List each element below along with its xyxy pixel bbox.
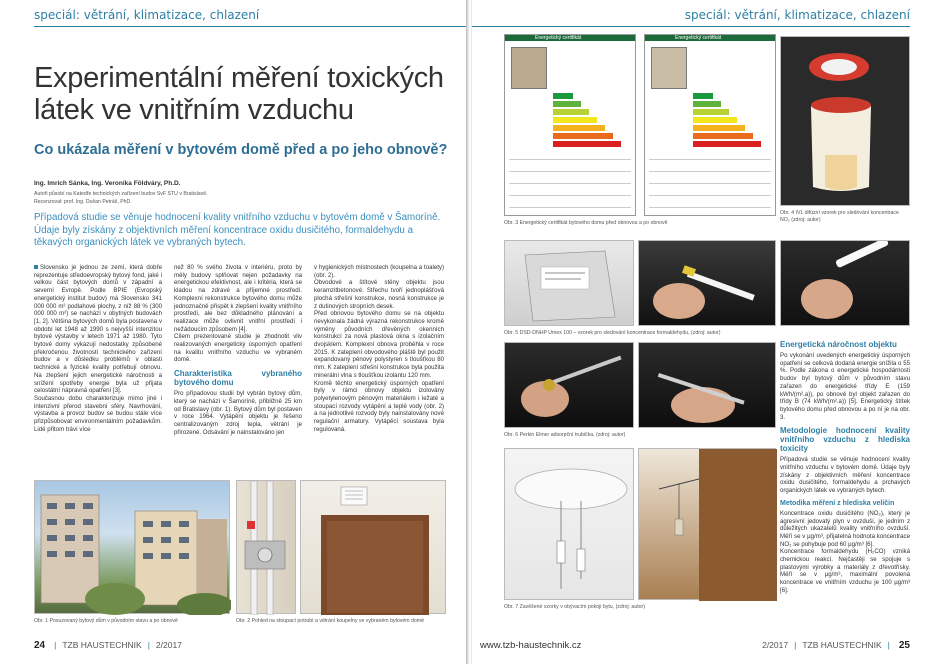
running-head-rule: [472, 26, 910, 27]
section-heading-metrics: Metodika měření z hlediska veličin: [780, 499, 895, 507]
sampler-illustration: [781, 37, 911, 207]
col3-paragraph-2: Obvodové a štítové stěny objektu jsou keramzitbetonové. Střechu tvoří jednoplášťová plochá střešní konstrukce, nosná konstrukce je z dutinových stropních desek.: [314, 279, 444, 310]
right-paragraph-3: Koncentrace oxidu dusičitého (NO₂), který je agresivní jedovatý plyn v ovzduší, je jedním z důležitých ukazatelů kvality vnitřního ovzduší. Měří se v µg/m³, přijatelná hodnota koncentrace NO₂ se pohybuje pod 60 µg/m³ [6].: [780, 509, 910, 548]
certificate-rule: [509, 159, 631, 160]
energy-bar-b: [693, 101, 721, 107]
energy-bar-g: [553, 141, 621, 147]
folio-separator: |: [147, 640, 150, 650]
bathroom-illustration: [301, 481, 447, 615]
energy-certificate-after: [644, 34, 776, 216]
pipes-illustration: [237, 481, 297, 615]
left-page: [0, 0, 468, 664]
photo-perkin-elmer-2: [638, 342, 776, 428]
photo-hanging-samplers-1: [504, 448, 634, 600]
magazine-name-right: TZB HAUSTECHNIK: [802, 640, 882, 650]
col1-paragraph-1: Slovensko je jednou ze zemí, která dobře reprezentuje středoevropský bytový fond, jaké i velkou část bytových domů v západní a severní Evropě. Podle BPIE (Evropský energetický institut budov) má Slovensko 341 000 000 m² podlahové plochy, z níž 88 % (300 000 000 m²) se nachází v obytných budovách [1, 2]. Většina bytových domů byla postavena v období let 1948 až 1990 s nejvyšší intenzitou bytové výstavby v letech 1971 až 1980. Tyto bytové domy vykazují nedostatky způsobené překročenou životností technického zařízení budov a v důsledku problémů v oblasti technické a fyzické kvality potřebují obnovu. Na zlepšení jejich energetické náročnosti a snížení spotřeby energie byla už přijata celostátní nápravná opatření [3].: [34, 264, 162, 395]
section-heading-methodology: Metodologie hodnocení kvality vnitřního vzduchu z hlediska toxicity: [780, 426, 910, 454]
certificate-rule: [509, 195, 631, 196]
energy-bar-d: [693, 117, 737, 123]
photo-building: [34, 480, 230, 614]
certificate-label: Energetický certifikát: [675, 35, 722, 41]
certificate-rule: [509, 183, 631, 184]
reviewer: Recenzoval: prof. Ing. Dušan Petráš, PhD.: [34, 199, 132, 205]
energy-bar-g: [693, 141, 761, 147]
folio-right: [759, 640, 910, 651]
energy-bar-c: [693, 109, 729, 115]
page-number-left: 24: [34, 640, 46, 651]
building-illustration: [35, 481, 231, 615]
author-affiliation: Autoři působí na Katedře technických zařízení budov SvF STU v Bratislavě.: [34, 191, 208, 197]
energy-bar-c: [553, 109, 589, 115]
col3-paragraph-1: v hygienických místnostech (koupelna a toalety) (obr. 2).: [314, 264, 444, 279]
energy-bar-b: [553, 101, 581, 107]
right-page: [472, 0, 940, 664]
caption-obr3: Obr. 3 Energetický certifikát bytového domu před obnovou a po obnově: [504, 220, 668, 226]
energy-bar-e: [553, 125, 605, 131]
col3-paragraph-3: Před obnovou bytového domu se na objektu nevykonala žádná výrazná rekonstrukce kromě výměny původních dřevěných okenních konstrukcí za nová plastová okna s izolačním dvojsklem. Komplexní obnova proběhla v roce 2015. K zateplení obvodového pláště byl použit expandovaný pěnový polystyren s tloušťkou 80 mm. K zateplení střešní konstrukce byla použita minerální vlna s tloušťkou izolantu 120 mm.: [314, 310, 444, 379]
hand-sampler-illustration: [639, 241, 777, 327]
certificate-rule: [649, 183, 771, 184]
certificate-rule: [649, 171, 771, 172]
certificate-rule: [509, 207, 631, 208]
photo-hanging-samplers-2: [638, 448, 776, 600]
photo-perkin-elmer-1: [504, 342, 634, 428]
certificate-rule: [649, 207, 771, 208]
photo-no2-sampler: [780, 36, 910, 206]
article-title: Experimentální měření toxických látek ve vnitřním vzduchu: [34, 62, 444, 126]
folio-separator: |: [794, 640, 797, 650]
certificate-building-photo: [511, 47, 547, 89]
website-url[interactable]: www.tzb-haustechnik.cz: [480, 640, 582, 651]
certificate-rule: [509, 171, 631, 172]
photo-formaldehyde-sampler: [638, 240, 776, 326]
bag-illustration: [505, 241, 635, 327]
energy-bar-a: [693, 93, 713, 99]
section-heading-building: Charakteristika vybraného bytového domu: [174, 369, 302, 388]
authors: Ing. Imrich Sánka, Ing. Veronika Földváry, Ph.D.: [34, 180, 181, 187]
right-paragraph-1: Po vykonání uvedených energetický úsporných opatření se celková dodaná energie snížila o 55 %. Podle zákona o energetické hospodárnosti budov byl bytový dům v původním stavu zařazen do energetické třídy E (159 kWh/(m².a)), po obnově byl objekt zařazen do třídy B (74 kWh/(m².a)) [5]. Energetický štítek bytového domu před obnovou a po ní je na obr. 3.: [780, 352, 910, 421]
energy-bar-d: [553, 117, 597, 123]
energy-certificate-before: [504, 34, 636, 216]
right-paragraph-2: Případová studie se věnuje hodnocení kvality vnitřního vzduchu v bytovém domě. Údaje byly získány z objektivních měření koncentrace oxidu dusičitého, formaldehydu a prchavých organických látek ve vybraných bytech.: [780, 456, 910, 495]
energy-bar-e: [693, 125, 745, 131]
caption-obr7: Obr. 7 Zavěšené vzorky v obývacím pokoji bytu, (zdroj: autor): [504, 604, 645, 610]
col1-paragraph-2: Současnou dobu charakterizuje mimo jiné i intenzivní přerod stavební sféry. Navrhování, výstavba a provoz budov se budou stále více přizpůsobovat environmentálním požadavkům. Lidé přitom tráví více: [34, 394, 162, 433]
energy-bar-a: [553, 93, 573, 99]
text-column-1: [34, 264, 162, 433]
lead-paragraph: Případová studie se věnuje hodnocení kvality vnitřního vzduchu v bytovém domě v Šamoríně. Údaje byly získány z objektivních měření koncentrace oxidu dusičitého, formaldehydu a těkavých organických látek ve vybraných bytech.: [34, 212, 441, 248]
col2-paragraph-1: než 80 % svého života v interiéru, proto by měly budovy splňovat nejen požadavky na energetickou efektivnost, ale i kritéria, která se kladou na zdravé a příjemné prostředí. Komplexní rekonstrukce bytového domu může jednoznačně přispět k zlepšení kvality vnitřního prostředí, ale bez důkladného plánování a realizace může ovlivnit vnitřní prostředí i nežádoucím způsobem [4].: [174, 264, 302, 333]
shelf-illustration: [639, 449, 777, 601]
caption-obr5: Obr. 5 DSD-DNHP Umex 100 – vzorek pro sledování koncentrace formaldehydu, (zdroj: autor): [504, 330, 721, 336]
caption-obr4: Obr. 4 IVL difúzní vzorek pro sledování koncentrace NO₂ (zdroj: autor): [780, 210, 899, 223]
caption-obr2: Obr. 2 Pohled na stoupací potrubí a větrání koupelny ve vybraném bytovém domě: [236, 618, 425, 624]
page-number-right: 25: [898, 640, 910, 651]
photo-formaldehyde-bag: [504, 240, 634, 326]
energy-bar-f: [553, 133, 613, 139]
running-head-rule: [34, 26, 468, 27]
perkin-tube-2-illustration: [639, 343, 777, 429]
issue-left: 2/2017: [155, 640, 182, 650]
folio-separator: |: [887, 640, 890, 650]
energy-bar-f: [693, 133, 753, 139]
certificate-rule: [649, 159, 771, 160]
section-heading-energy: Energetická náročnost objektu: [780, 340, 897, 349]
article-subtitle: Co ukázala měření v bytovém domě před a po jeho obnově?: [34, 142, 448, 158]
folio-separator: |: [54, 640, 57, 650]
running-head-right: speciál: větrání, klimatizace, chlazení: [684, 8, 910, 22]
photo-bathroom-vent: [300, 480, 446, 614]
certificate-label: Energetický certifikát: [535, 35, 582, 41]
caption-obr1: Obr. 1 Posuzovaný bytový dům v původním stavu a po obnově: [34, 618, 178, 624]
perkin-tube-illustration: [505, 343, 635, 429]
right-paragraph-4: Koncentrace formaldehydu (H₂CO) vzniká chemickou reakcí. Nejčastěji se spojuje s plastovými výrobky a materiály z dřevotřísky. Měří se v µg/m³, maximální povolená koncentrace ve vnitřním vzduchu je 100 µg/m³ [6].: [780, 548, 910, 594]
photo-pipes: [236, 480, 296, 614]
col2-paragraph-3: Pro případovou studii byl vybrán bytový dům, který se nachází v Šamoríně, přibližně 25 km od Bratislavy (obr. 1). Bytový dům byl postaven v roce 1964. Vytápění objektu je řešeno centralizovaným zdroj tepla, větrání je přirozené. Odsávání je nainstalováno jen: [174, 390, 302, 436]
lamp-illustration: [505, 449, 635, 601]
col3-paragraph-4: Kromě těchto energetický úsporných opatření byly v rámci obnovy objektu izolovány polyetylenovým pěnovým materiálem i ležaté a stoupací rozvody vytápění a teplé vody (obr. 2) a na jednotlivé rozvody byly nainstalovány nové regulační armatury. Vytápěcí soustava byla regulovaná.: [314, 379, 444, 433]
photo-sampler-tube: [780, 240, 910, 326]
certificate-rule: [649, 195, 771, 196]
text-column-2: [174, 264, 302, 436]
author-note: [34, 190, 208, 206]
text-column-3: [314, 264, 444, 433]
caption-obr6: Obr. 6 Perkin Elmer adsorpční trubička, (zdroj: autor): [504, 432, 626, 438]
folio-left: [34, 640, 185, 651]
magazine-name-left: TZB HAUSTECHNIK: [62, 640, 142, 650]
right-text-column: [780, 340, 910, 595]
running-head-left: speciál: větrání, klimatizace, chlazení: [34, 8, 260, 22]
certificate-building-photo: [651, 47, 687, 89]
bullet-marker: [34, 265, 38, 269]
col2-paragraph-2: Cílem prezentované studie je zhodnotit vliv realizovaných energetický úsporných opatření na kvalitu vnitřního vzduchu ve vybraném domě.: [174, 333, 302, 364]
tube-illustration: [781, 241, 911, 327]
issue-right: 2/2017: [762, 640, 789, 650]
